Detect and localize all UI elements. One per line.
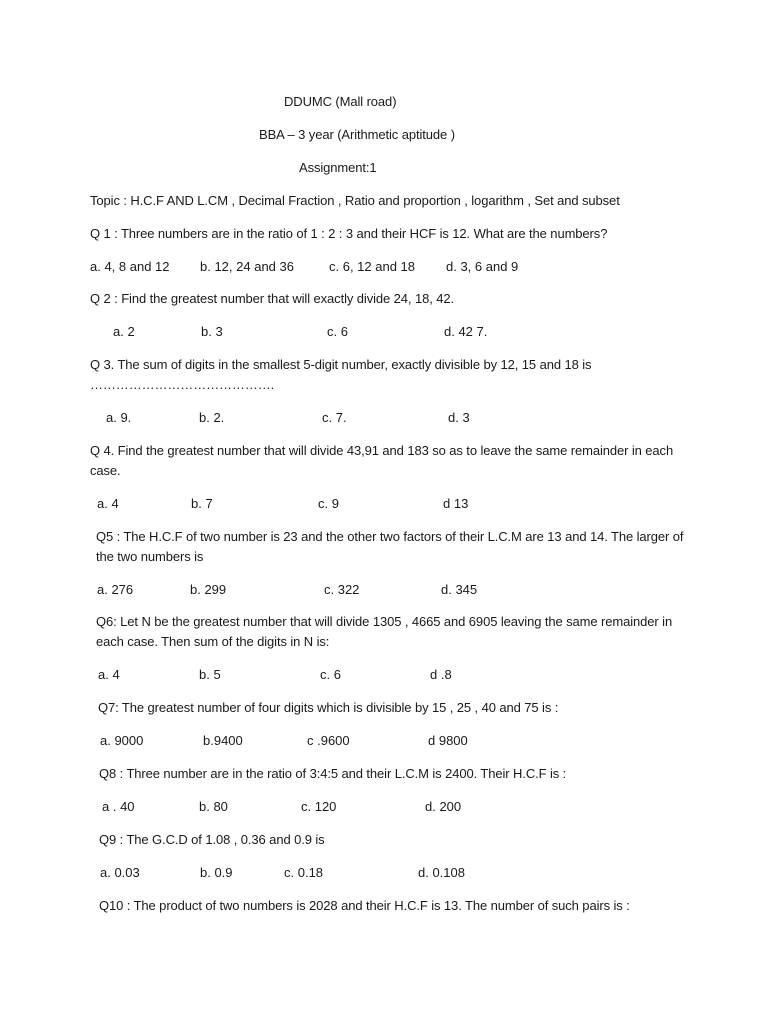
question-7-option-d: d 9800 xyxy=(428,733,468,748)
question-1-option-c: c. 6, 12 and 18 xyxy=(329,259,416,274)
question-2-option-a: a. 2 xyxy=(113,324,135,339)
question-4-option-a: a. 4 xyxy=(97,496,119,511)
course-title: BBA – 3 year (Arithmetic aptitude ) xyxy=(259,127,455,142)
question-10-text: Q10 : The product of two numbers is 2028 and their H.C.F is 13. The number of such pairs is : xyxy=(99,898,630,913)
question-7-option-b: b.9400 xyxy=(203,733,243,748)
question-4-text: Q 4. Find the greatest number that will divide 43,91 and 183 so as to leave the same remainder in each xyxy=(90,443,674,458)
question-7-text: Q7: The greatest number of four digits which is divisible by 15 , 25 , 40 and 75 is : xyxy=(98,700,559,715)
question-2-option-d: d. 42 7. xyxy=(444,324,488,339)
question-2-option-c: c. 6 xyxy=(327,324,348,339)
question-3-text-line2: ……………………………………. xyxy=(90,377,275,392)
question-5-option-b: b. 299 xyxy=(190,582,227,597)
assignment-title: Assignment:1 xyxy=(299,160,377,175)
question-9-option-d: d. 0.108 xyxy=(418,865,465,880)
question-7-option-c: c .9600 xyxy=(307,733,350,748)
question-5-option-c: c. 322 xyxy=(324,582,360,597)
question-3-option-d: d. 3 xyxy=(448,410,470,425)
question-5-text: Q5 : The H.C.F of two number is 23 and the other two factors of their L.C.M are 13 and 14. The larger of xyxy=(96,529,684,544)
question-3-option-b: b. 2. xyxy=(199,410,225,425)
question-9-option-c: c. 0.18 xyxy=(284,865,324,880)
question-6-option-c: c. 6 xyxy=(320,667,341,682)
question-6-text-line2: each case. Then sum of the digits in N is: xyxy=(96,634,330,649)
question-2-option-b: b. 3 xyxy=(201,324,223,339)
question-4-option-d: d 13 xyxy=(443,496,469,511)
question-5-option-d: d. 345 xyxy=(441,582,478,597)
question-4-option-b: b. 7 xyxy=(191,496,213,511)
question-8-option-a: a . 40 xyxy=(102,799,135,814)
question-8-option-d: d. 200 xyxy=(425,799,462,814)
question-9-option-a: a. 0.03 xyxy=(100,865,140,880)
question-1-option-b: b. 12, 24 and 36 xyxy=(200,259,294,274)
question-6-option-b: b. 5 xyxy=(199,667,221,682)
question-3-option-c: c. 7. xyxy=(322,410,347,425)
question-6-text: Q6: Let N be the greatest number that will divide 1305 , 4665 and 6905 leaving the same remainder in xyxy=(96,614,673,629)
question-2-text: Q 2 : Find the greatest number that will exactly divide 24, 18, 42. xyxy=(90,291,454,306)
question-3-text: Q 3. The sum of digits in the smallest 5-digit number, exactly divisible by 12, 15 and 18 is xyxy=(90,357,592,372)
question-6-option-d: d .8 xyxy=(430,667,452,682)
question-9-text: Q9 : The G.C.D of 1.08 , 0.36 and 0.9 is xyxy=(99,832,325,847)
question-3-option-a: a. 9. xyxy=(106,410,132,425)
question-1-option-a: a. 4, 8 and 12 xyxy=(90,259,170,274)
topic-line: Topic : H.C.F AND L.CM , Decimal Fraction , Ratio and proportion , logarithm , Set and subset xyxy=(90,193,620,208)
question-4-option-c: c. 9 xyxy=(318,496,339,511)
question-7-option-a: a. 9000 xyxy=(100,733,144,748)
question-4-text-line2: case. xyxy=(90,463,121,478)
question-5-text-line2: the two numbers is xyxy=(96,549,204,564)
question-5-option-a: a. 276 xyxy=(97,582,134,597)
college-name: DDUMC (Mall road) xyxy=(284,94,397,109)
question-8-option-c: c. 120 xyxy=(301,799,337,814)
question-1-option-d: d. 3, 6 and 9 xyxy=(446,259,519,274)
question-8-text: Q8 : Three number are in the ratio of 3:4:5 and their L.C.M is 2400. Their H.C.F is : xyxy=(99,766,567,781)
question-8-option-b: b. 80 xyxy=(199,799,228,814)
question-9-option-b: b. 0.9 xyxy=(200,865,233,880)
question-1-text: Q 1 : Three numbers are in the ratio of 1 : 2 : 3 and their HCF is 12. What are the numbers? xyxy=(90,226,608,241)
question-6-option-a: a. 4 xyxy=(98,667,120,682)
